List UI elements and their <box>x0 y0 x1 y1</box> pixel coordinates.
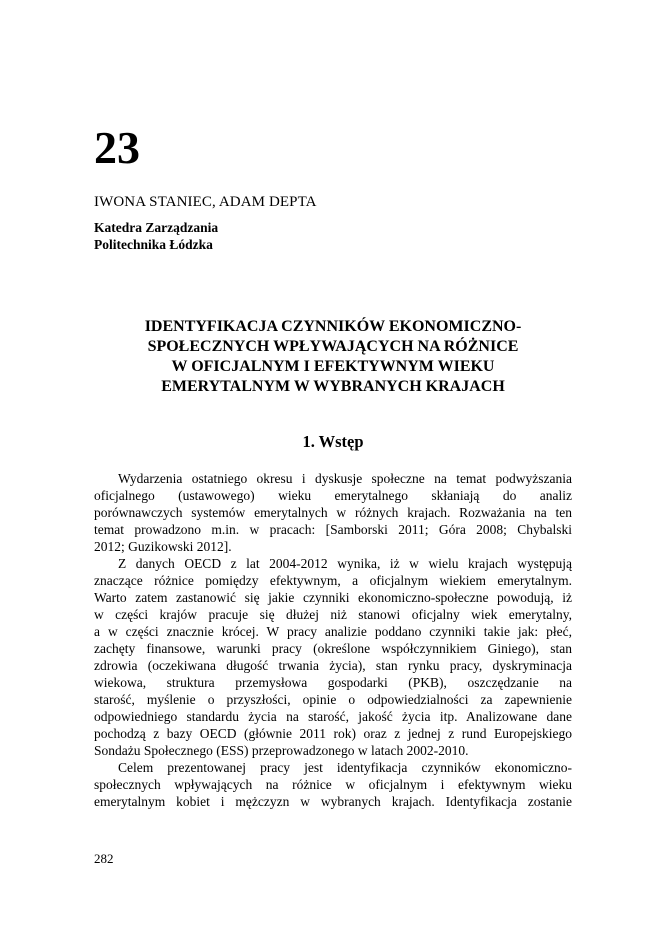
paper-title-line: SPOŁECZNYCH WPŁYWAJĄCYCH NA RÓŻNICE <box>147 338 519 355</box>
body-line: Warto zatem zastanowić się jakie czynniki ekonomiczno-społeczne powodują, iż <box>94 590 572 605</box>
body-line: 2012; Guzikowski 2012]. <box>94 539 232 554</box>
body-line: Wydarzenia ostatniego okresu i dyskusje społeczne na temat podwyższania <box>118 471 572 486</box>
page-number: 282 <box>94 851 114 866</box>
paper-title-line: EMERYTALNYM W WYBRANYCH KRAJACH <box>161 378 505 395</box>
affiliation-university: Politechnika Łódzka <box>94 237 213 252</box>
body-line: wiekowa, struktura przemysłowa gospodarki (PKB), oszczędzanie na <box>94 675 572 690</box>
body-line: Celem prezentowanej pracy jest identyfikacja czynników ekonomiczno- <box>118 760 572 775</box>
affiliation <box>94 219 218 253</box>
paper-title-line: W OFICJALNYM I EFEKTYWNYM WIEKU <box>171 358 495 375</box>
body-line: w części krajów pracuje się dłużej niż stanowi oficjalny wiek emerytalny, <box>94 607 572 622</box>
body-line: Z danych OECD z lat 2004-2012 wynika, iż w wielu krajach występują <box>118 556 572 571</box>
body-line: oficjalnego (ustawowego) wieku emerytalnego skłaniają do analiz <box>94 488 572 503</box>
affiliation-department: Katedra Zarządzania <box>94 220 219 235</box>
body-line: zdrowia (oczekiwana długość trwania życia), stan rynku pracy, dyskryminacja <box>94 658 572 673</box>
body-line: starość, myślenie o przyszłości, opinie o odpowiedzialności za zapewnienie <box>94 692 572 707</box>
body-line: znaczące różnice pomiędzy efektywnym, a oficjalnym wiekiem emerytalnym. <box>94 573 572 588</box>
body-line: pochodzą z bazy OECD (głównie 2011 rok) oraz z jednej z rund Europejskiego <box>94 726 572 741</box>
body-line: temat prowadzono m.in. w pracach: [Samborski 2011; Góra 2008; Chybalski <box>94 522 572 537</box>
body-line: porównawczych systemów emerytalnych w różnych krajach. Rozważania na ten <box>94 505 572 520</box>
paper-title <box>94 317 572 397</box>
authors: IWONA STANIEC, ADAM DEPTA <box>94 194 317 210</box>
body-line: zachęty finansowe, warunki pracy (określone współczynnikiem Giniego), stan <box>94 641 572 656</box>
chapter-number: 23 <box>94 122 140 173</box>
body-line: Sondażu Społecznego (ESS) przeprowadzonego w latach 2002-2010. <box>94 743 469 758</box>
body-line: a w części znacznie krócej. W pracy analizie poddano czynniki takie jak: płeć, <box>94 624 572 639</box>
paper-title-line: IDENTYFIKACJA CZYNNIKÓW EKONOMICZNO- <box>144 318 522 335</box>
section-heading: 1. Wstęp <box>302 432 364 451</box>
body-line: społecznych wpływających na różnice w oficjalnym i efektywnym wieku <box>94 777 572 792</box>
body-line: emerytalnym kobiet i mężczyzn w wybranych krajach. Identyfikacja zostanie <box>94 794 572 809</box>
body-line: odpowiedniego standardu życia na starość, jakość życia itp. Analizowane dane <box>94 709 572 724</box>
body-text <box>94 470 572 810</box>
